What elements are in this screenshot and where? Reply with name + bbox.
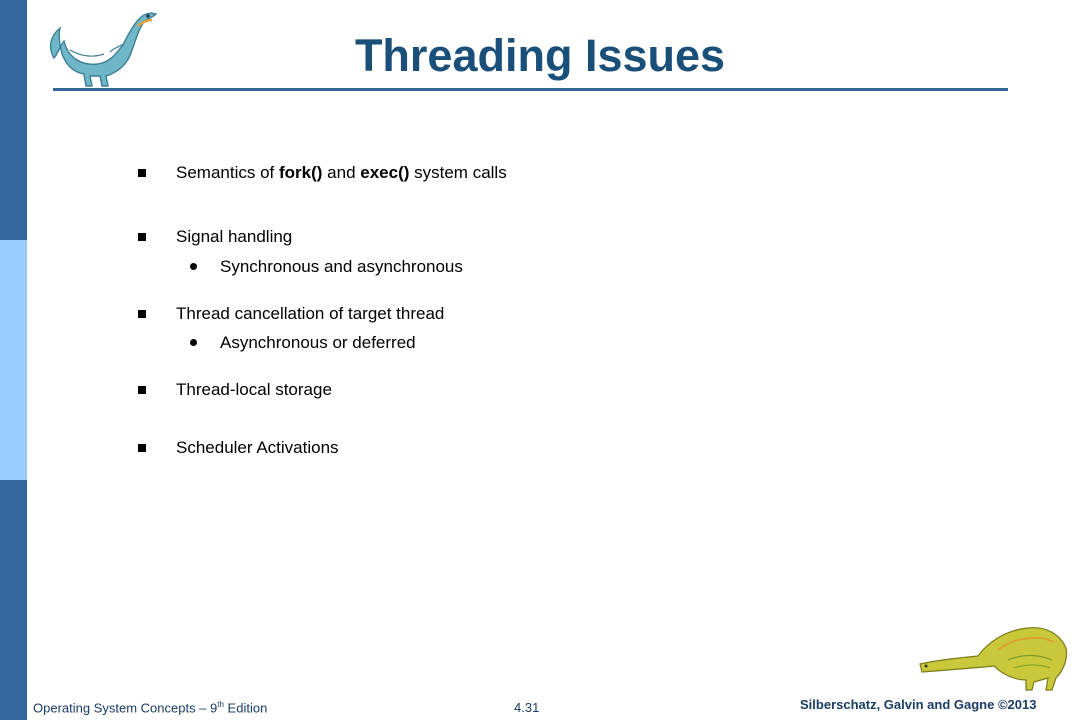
- fork-code: fork(): [279, 163, 323, 182]
- footer-book-superscript: th: [217, 700, 224, 709]
- square-bullet-icon: [138, 310, 146, 318]
- bullet-signal-handling: [138, 227, 292, 247]
- square-bullet-icon: [138, 444, 146, 452]
- footer-book-prefix: Operating System Concepts – 9: [33, 700, 218, 716]
- sub-bullet-text: Synchronous and asynchronous: [220, 257, 463, 276]
- bullet-text: Thread cancellation of target thread: [176, 304, 445, 323]
- bullet-thread-local-storage: [138, 380, 332, 400]
- bullet-text: Thread-local storage: [176, 380, 332, 399]
- sub-bullet-synchronous: [190, 257, 463, 277]
- square-bullet-icon: [138, 386, 146, 394]
- bullet-text: Signal handling: [176, 227, 293, 246]
- sub-bullet-text: Asynchronous or deferred: [220, 333, 416, 352]
- sidebar-stripe: [0, 0, 27, 720]
- slide-title: Threading Issues: [354, 30, 726, 81]
- footer-book-title: [33, 700, 267, 715]
- footer-book-suffix: Edition: [223, 700, 268, 716]
- bullet-text-part: and: [322, 163, 361, 182]
- square-bullet-icon: [138, 233, 146, 241]
- dinosaur-logo-icon: [918, 620, 1070, 692]
- bullet-thread-cancellation: [138, 304, 444, 324]
- square-bullet-icon: [138, 169, 146, 177]
- sub-bullet-asynchronous: [190, 333, 416, 353]
- bullet-text-part: Semantics of: [176, 163, 279, 182]
- footer-copyright: Silberschatz, Galvin and Gagne ©2013: [800, 697, 1037, 712]
- sidebar-segment-bottom: [0, 480, 27, 720]
- round-bullet-icon: [190, 263, 197, 270]
- bullet-fork-exec: [138, 163, 507, 183]
- bullet-scheduler-activations: [138, 438, 339, 458]
- bullet-text: Scheduler Activations: [176, 438, 339, 457]
- title-underline: [53, 88, 1008, 91]
- round-bullet-icon: [190, 339, 197, 346]
- page-number: 4.31: [514, 700, 540, 715]
- exec-code: exec(): [360, 163, 410, 182]
- bullet-text-part: system calls: [409, 163, 507, 182]
- sidebar-segment-middle: [0, 240, 27, 480]
